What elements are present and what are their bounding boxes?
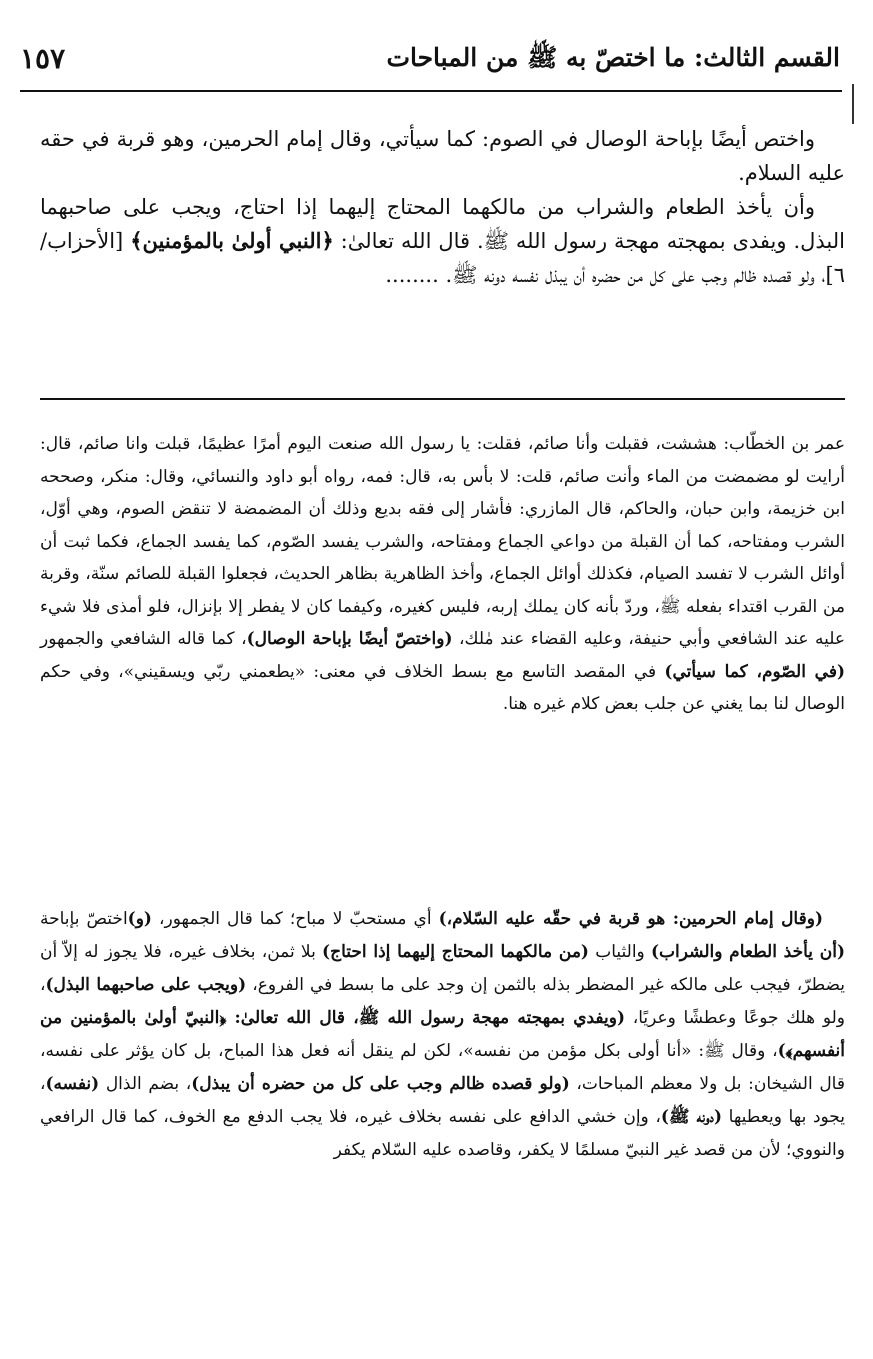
main-paragraph (40, 190, 845, 292)
footnote-divider (40, 398, 845, 400)
main-text-run: ، ولو قصده ظالم وجب على كل من حضره أن يبذل نفسه دونه ﷺ. ........ (385, 263, 826, 287)
commentary-run: اختصّ بإباحة (40, 909, 128, 929)
matn-quote: (نفسه) (45, 1074, 100, 1094)
commentary-run: ، وقال ﷺ: «أنا أولى بكل مؤمن من نفسه»، لكن لم ينقل أنه فعل هذا المباح، بل كان يؤثر على نفسه، قال الشيخان: بل ولا معظم المباحات، (40, 1041, 845, 1094)
commentary-run: والثياب (588, 942, 651, 962)
main-paragraph: واختص أيضًا بإباحة الوصال في الصوم: كما سيأتي، وقال إمام الحرمين، وهو قربة في حقه عليه السلام. (40, 127, 845, 185)
commentary-block-2 (40, 903, 845, 1167)
margin-mark (852, 84, 854, 124)
matn-quote: (ويفدي بمهجته مهجة رسول الله ﷺ، قال الله تعالىٰ: ﴿النبيّ أولىٰ بالمؤمنين من أنفسهم﴾) (40, 1008, 845, 1061)
commentary-paragraph (40, 428, 845, 721)
matn-quote: (في الصّوم، كما سيأتي) (664, 661, 845, 682)
commentary-run: أي مستحبّ لا مباح؛ كما قال الجمهور، (151, 909, 439, 929)
matn-quote: (دونه ﷺ) (660, 1107, 723, 1127)
commentary-block (40, 428, 845, 721)
commentary-run: عمر بن الخطّاب: هششت، فقبلت وأنا صائم، فقلت: يا رسول الله صنعت اليوم أمرًا عظيمًا، قبلت وانا صائم، قال: أرايت لو مضمضت من الماء وأنت صائم، قلت: لا بأس به، قال: فمه، رواه أبو داود والنسائي، وقال: منكر، وصححه ابن خزيمة، وابن حبان، والحاكم، قال المازري: فأشار إلى فقه بديع وذلك أن المضمضة لا تنقض الصوم، وهي أوّل، الشرب ومفتاحه، كما أن القبلة من دواعي الجماع ومفتاحه، والشرب يفسد الصّوم، كما يفسد الجماع، فكما ثبت أن أوائل الشرب لا تفسد الصيام، فكذلك أوائل الجماع، وأخذ الظاهرية بظاهر الحديث، فجعلوا القبلة للصائم سنّة، وقربة من القرب اقتداء بفعله ﷺ، وردّ بأنه كان يملك إربه، فليس كغيره، وكيفما كان لا يفطر إلا بإنزال، فلو أمذى فلا شيء عليه عند الشافعي وأبي حنيفة، وعليه القضاء عند مٰلك، (40, 434, 845, 649)
matn-quote: (ويجب على صاحبهما البذل) (45, 975, 247, 995)
commentary-run: ، كما قاله الشافعي والجمهور (40, 629, 247, 649)
commentary-run: ، وإن خشي الدافع على نفسه بخلاف غيره، فلا يجب الدفع مع الخوف، كما قال الرافعي والنووي؛ لأن من قصد غير النبيّ مسلمًا لا يكفر، وقاصده عليه السّلام يكفر (40, 1107, 845, 1160)
header-divider (20, 90, 842, 92)
matn-quote: (وقال إمام الحرمين: هو قربة في حقّه عليه السّلام،) (438, 909, 823, 929)
section-title: القسم الثالث: ما اختصّ به ﷺ من المباحات (386, 43, 840, 72)
main-text-run: وأن يأخذ الطعام والشراب من مالكهما المحتاج إليهما إذا احتاج، ويجب على صاحبهما البذل. ويفدى بمهجته مهجة رسول الله ﷺ. قال الله تعالىٰ: (40, 195, 845, 253)
commentary-run: ، بضم الذال (99, 1074, 192, 1094)
commentary-run: في المقصد التاسع مع بسط الخلاف في معنى: «يطعمني ربّي ويسقيني»، وفي حكم الوصال لنا بما يغني عن جلب بعض كلام غيره هنا. (40, 661, 845, 714)
matn-quote: (أن يأخذ الطعام والشراب) (651, 942, 845, 962)
quran-quote: ﴿النبي أولىٰ بالمؤمنين﴾ (130, 228, 334, 253)
page-number: ١٥٧ (20, 42, 66, 75)
matn-quote: (ولو قصده ظالم وجب على كل من حضره أن يبذل) (191, 1074, 570, 1094)
main-text-block (40, 122, 845, 292)
matn-quote: (من مالكهما المحتاج إليهما إذا احتاج) (322, 942, 589, 962)
matn-quote: (واختصّ أيضًا بإباحة الوصال) (246, 629, 453, 649)
matn-quote: (و) (127, 909, 152, 929)
page-header (20, 42, 840, 86)
commentary-run: بلا ثمن، بخلاف غيره، فلا يجوز له إلاّ أن يضطرّ، فيجب على مالكه غير المضطر بذله بالثمن إن وجد على ما بسط في الفروع، (40, 942, 845, 995)
quran-reference: [الأحزاب/٦] (40, 229, 845, 287)
commentary-paragraph (40, 903, 845, 1167)
commentary-run: ، ولو هلك جوعًا وعطشًا وعريًا، (40, 975, 846, 1028)
commentary-run: ، يجود بها ويعطيها (40, 1074, 846, 1127)
